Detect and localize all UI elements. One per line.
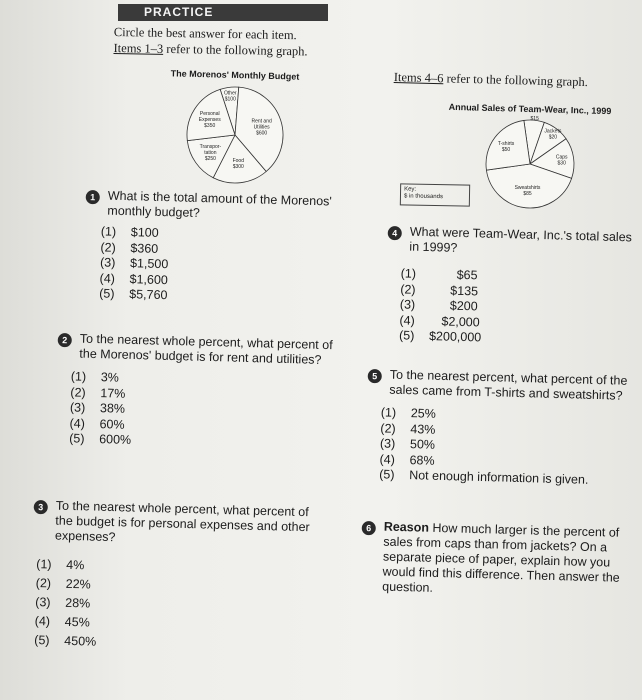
pie-label: Sweatshirts $85 xyxy=(514,184,541,197)
answer-option[interactable]: (4) 60% xyxy=(69,415,125,432)
morenos-pie xyxy=(150,80,320,185)
question-text: To the nearest percent, what percent of the sales came from T-shirts and sweatshirts? xyxy=(389,367,628,403)
answer-option[interactable]: (4) 45% xyxy=(34,614,90,630)
answer-option[interactable]: (3) 28% xyxy=(35,595,91,611)
chart-key xyxy=(400,183,470,206)
question-6 xyxy=(360,519,640,601)
answer-option[interactable]: (5) $5,760 xyxy=(99,286,168,303)
answer-option[interactable]: (2) 22% xyxy=(35,576,91,592)
pie-label: Food $300 xyxy=(232,157,244,170)
pie-label: Caps $30 xyxy=(555,154,568,167)
items-4-6-note: Items 4–6 refer to the following graph. xyxy=(393,70,588,90)
instructions xyxy=(113,24,308,59)
question-number: 3 xyxy=(34,500,48,514)
answer-options xyxy=(379,405,639,489)
answer-option[interactable]: (4) 68% xyxy=(379,451,435,468)
question-text: To the nearest whole percent, what percent of the budget is for personal expenses and other expenses? xyxy=(54,498,310,545)
chart-key-text: Key: $ in thousands xyxy=(403,186,444,201)
question-2 xyxy=(55,331,338,454)
answer-option[interactable]: (5) 600% xyxy=(69,431,132,447)
question-5 xyxy=(365,367,640,490)
answer-options xyxy=(34,555,322,657)
answer-option[interactable]: (3) 38% xyxy=(69,400,126,416)
question-number: 2 xyxy=(58,333,72,347)
pie-label: Personal Expenses $350 xyxy=(198,110,221,129)
answer-option[interactable]: (2) $360 xyxy=(100,239,159,256)
answer-option[interactable]: (1) 4% xyxy=(36,557,85,573)
answer-option[interactable]: (5) $200,000 xyxy=(398,328,482,345)
question-text: What is the total amount of the Morenos' monthly budget? xyxy=(107,188,332,220)
pie-label: Transpor-tation $250 xyxy=(199,144,222,163)
question-number: 4 xyxy=(388,226,402,240)
answer-option[interactable]: (1) $100 xyxy=(100,224,159,240)
items-1-3-note: Items 1–3 refer to the following graph. xyxy=(113,40,308,59)
answer-option[interactable]: (1) 25% xyxy=(380,405,437,421)
answer-option[interactable]: (4) $2,000 xyxy=(399,312,480,329)
question-number: 1 xyxy=(86,190,100,204)
answer-option[interactable]: (5) 450% xyxy=(34,633,97,649)
answer-option[interactable]: (3) $1,500 xyxy=(99,255,169,272)
answer-option[interactable]: (2) $135 xyxy=(400,281,479,298)
answer-options xyxy=(99,224,347,308)
question-4 xyxy=(385,224,638,350)
pie-label: Jackets $20 xyxy=(544,128,562,141)
pie-label: Rent and Utilities $600 xyxy=(251,118,272,137)
answer-options xyxy=(399,266,637,350)
question-number: 6 xyxy=(362,521,376,535)
question-1 xyxy=(83,188,348,308)
question-text: To the nearest whole percent, what percent of the Morenos' budget is for rent and utilities? xyxy=(79,331,333,367)
practice-banner xyxy=(118,4,328,21)
answer-option[interactable]: (1) $65 xyxy=(400,266,478,283)
chart-title: The Morenos' Monthly Budget xyxy=(170,68,300,82)
answer-option[interactable]: (5) Not enough information is given. xyxy=(379,467,589,487)
instruction-text: Circle the best answer for each item. xyxy=(113,24,297,43)
chart-morenos-budget xyxy=(150,70,320,190)
answer-option[interactable]: (3) 50% xyxy=(379,436,436,452)
pie-label: Other $100 xyxy=(224,90,237,103)
question-number: 5 xyxy=(368,369,382,383)
practice-label: PRACTICE xyxy=(144,5,214,19)
answer-option[interactable]: (2) 43% xyxy=(380,420,436,437)
question-3 xyxy=(30,498,324,658)
pie-label: $15 xyxy=(530,116,539,123)
question-text: What were Team-Wear, Inc.'s total sales in 1999? xyxy=(409,224,633,255)
answer-option[interactable]: (3) $200 xyxy=(399,297,478,314)
question-text: Reason How much larger is the percent of sales from caps than from jackets? On a separate piece of paper, explain how you would find this difference. Then answer the question. xyxy=(382,519,620,595)
answer-option[interactable]: (2) 17% xyxy=(70,384,126,401)
pie-label: T-shirts $50 xyxy=(497,140,515,153)
answer-option[interactable]: (1) 3% xyxy=(70,369,120,385)
answer-option[interactable]: (4) $1,600 xyxy=(99,270,169,287)
chart-title: Annual Sales of Team-Wear, Inc., 1999 xyxy=(448,101,612,117)
answer-options xyxy=(69,369,337,453)
